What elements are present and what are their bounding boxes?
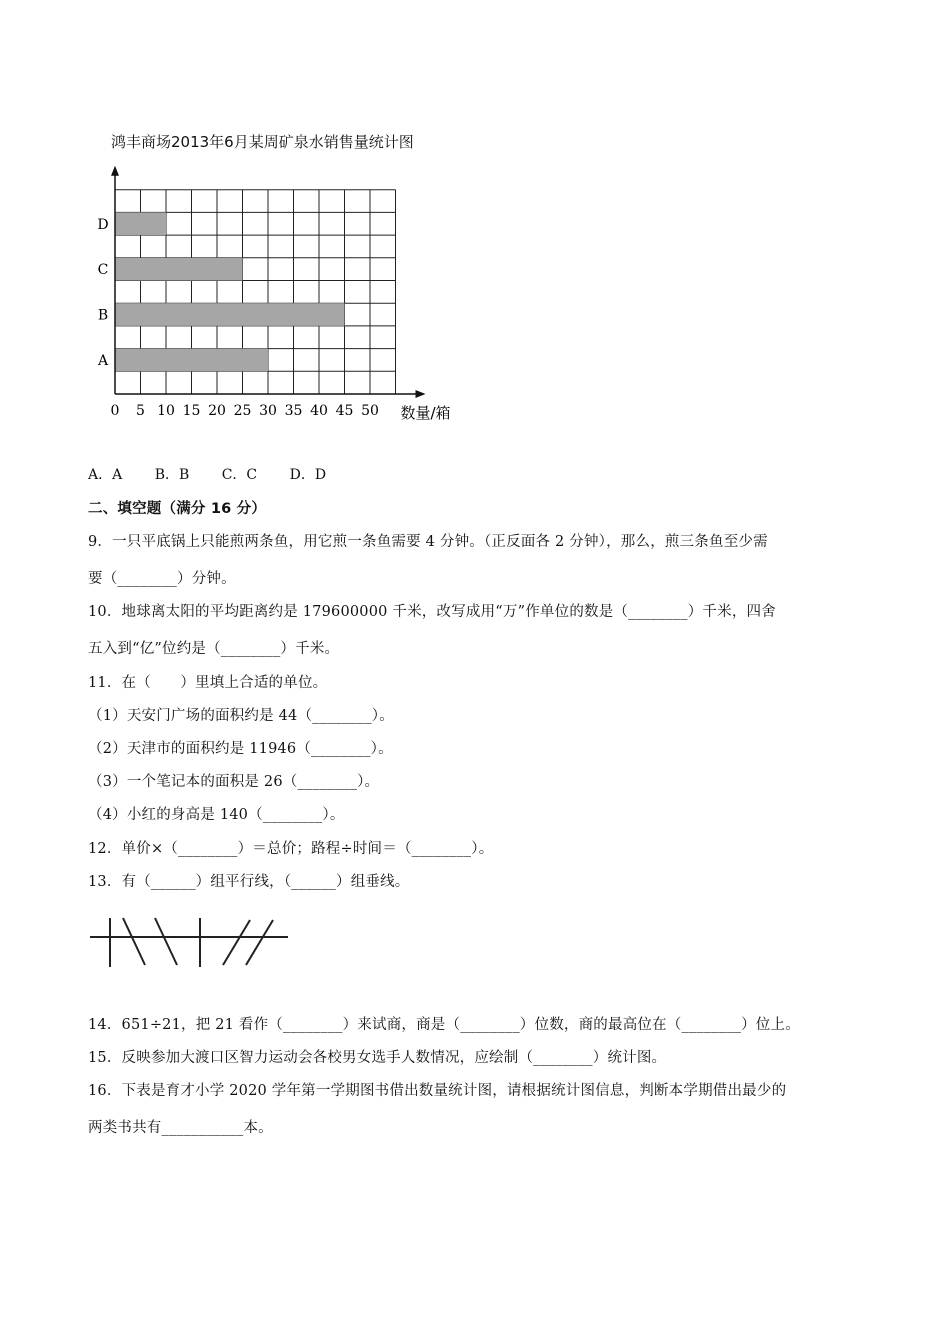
x-axis-label: 数量/箱 [400,404,451,422]
bar-b [115,303,345,326]
category-label-a: A [97,352,109,369]
choice-d[interactable]: D．D [289,467,327,483]
question-11-part-4: （4）小红的身高是 140（________）。 [88,807,345,823]
x-tick-label: 30 [259,403,277,419]
x-tick-label: 45 [335,403,354,419]
question-9-line-1: 9．一只平底锅上只能煎两条鱼，用它煎一条鱼需要 4 分钟。（正反面各 2 分钟），那么，煎三条鱼至少需 [88,534,768,550]
x-tick-label: 10 [157,403,175,419]
chart-bars [115,212,345,371]
question-15: 15．反映参加大渡口区智力运动会各校男女选手人数情况，应绘制（________）统计图。 [88,1050,667,1066]
slanted-line-4 [246,920,273,965]
slanted-line-2 [155,918,177,965]
choice-c[interactable]: C．C [221,467,258,483]
bar-a [115,349,268,372]
x-tick-label: 35 [284,403,303,419]
bar-chart [85,155,465,430]
x-tick-label: 5 [136,403,145,419]
question-11: 11．在（ ）里填上合适的单位。 [88,675,328,691]
question-10-line-1: 10．地球离太阳的平均距离约是 179600000 千米，改写成用“万”作单位的数是（________）千米，四舍 [88,604,776,620]
chart-title: 鸿丰商场2013年6月某周矿泉水销售量统计图 [111,133,414,151]
question-9-line-2: 要（________）分钟。 [88,571,236,587]
question-11-part-2: （2）天津市的面积约是 11946（________）。 [88,741,393,757]
y-axis-arrow [111,166,119,176]
question-14: 14．651÷21，把 21 看作（________）来试商，商是（________）位数，商的最高位在（________）位上。 [88,1017,800,1033]
category-label-d: D [97,216,109,233]
category-label-b: B [97,307,109,324]
choice-a[interactable]: A．A [88,467,123,483]
question-10-line-2: 五入到“亿”位约是（________）千米。 [88,641,340,657]
question-16-line-1: 16．下表是育才小学 2020 学年第一学期图书借出数量统计图，请根据统计图信息，判断本学期借出最少的 [88,1083,787,1099]
x-tick-label: 0 [110,403,120,419]
choice-b[interactable]: B．B [154,467,190,483]
question-13: 13．有（______）组平行线，（______）组垂线。 [88,874,410,890]
answer-choices [88,464,354,484]
question-11-part-3: （3）一个笔记本的面积是 26（________）。 [88,774,380,790]
slanted-line-1 [123,918,145,965]
question-11-part-1: （1）天安门广场的面积约是 44（________）。 [88,708,394,724]
x-tick-label: 20 [208,403,226,419]
slanted-line-3 [223,920,250,965]
question-16-line-2: 两类书共有___________本。 [88,1120,273,1136]
bar-c [115,258,243,281]
category-label-c: C [97,262,109,279]
lines-figure [85,912,295,972]
x-tick-label: 50 [361,403,379,419]
question-12: 12．单价×（________）＝总价；路程÷时间＝（________）。 [88,841,494,857]
x-tick-label: 15 [182,403,201,419]
x-axis-arrow [416,390,426,398]
section-2-title: 二、填空题（满分 16 分） [88,501,267,517]
x-tick-label: 40 [310,403,328,419]
x-tick-label: 25 [233,403,252,419]
bar-d [115,212,166,235]
